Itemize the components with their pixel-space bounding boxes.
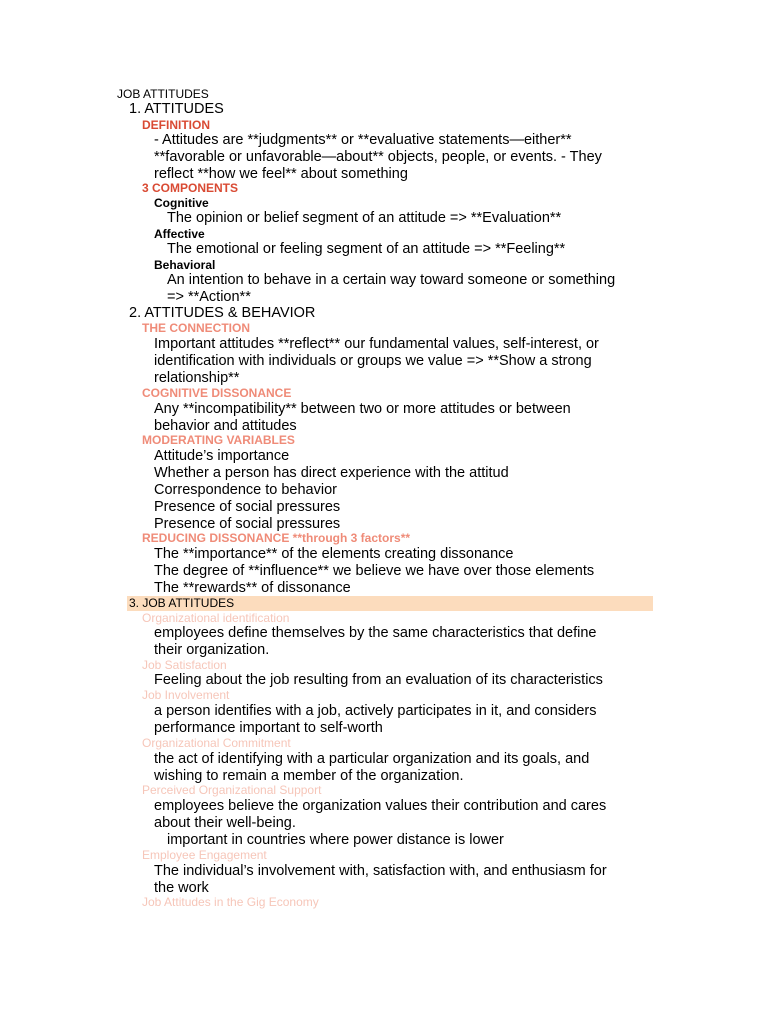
moderating-item: Correspondence to behavior [154, 482, 337, 498]
dissonance-line: behavior and attitudes [154, 418, 297, 434]
label-definition: DEFINITION [142, 118, 210, 132]
satisfaction-text: Feeling about the job resulting from an evaluation of its characteristics [154, 672, 603, 688]
label-reducing-dissonance: REDUCING DISSONANCE **through 3 factors** [142, 531, 411, 545]
label-perceived-organizational-support: Perceived Organizational Support [142, 783, 322, 797]
label-behavioral: Behavioral [154, 258, 216, 272]
involvement-line: performance important to self-worth [154, 720, 383, 736]
label-components: 3 COMPONENTS [142, 181, 239, 195]
definition-line: reflect **how we feel** about something [154, 166, 408, 182]
cognitive-text: The opinion or belief segment of an attitude => **Evaluation** [167, 210, 562, 226]
reducing-item: The **rewards** of dissonance [154, 580, 351, 596]
connection-line: Important attitudes **reflect** our fundamental values, self-interest, or [154, 336, 599, 352]
label-job-involvement: Job Involvement [142, 688, 230, 702]
support-note: important in countries where power distance is lower [167, 832, 504, 848]
reducing-item: The degree of **influence** we believe we have over those elements [154, 563, 595, 579]
label-cognitive: Cognitive [154, 196, 209, 210]
commitment-line: wishing to remain a member of the organization. [154, 768, 464, 784]
section-heading-attitudes: 1. ATTITUDES [129, 101, 224, 117]
label-gig-economy: Job Attitudes in the Gig Economy [142, 895, 319, 909]
reducing-item: The **importance** of the elements creating dissonance [154, 546, 514, 562]
engagement-line: the work [154, 880, 209, 896]
moderating-item: Presence of social pressures [154, 516, 341, 532]
connection-line: identification with individuals or groups we value => **Show a strong [154, 353, 592, 369]
label-organizational-identification: Organizational identification [142, 611, 290, 625]
org-id-line: their organization. [154, 642, 270, 658]
label-moderating-variables: MODERATING VARIABLES [142, 433, 295, 447]
moderating-item: Presence of social pressures [154, 499, 341, 515]
label-employee-engagement: Employee Engagement [142, 848, 267, 862]
moderating-item: Attitude’s importance [154, 448, 290, 464]
involvement-line: a person identifies with a job, actively participates in it, and considers [154, 703, 597, 719]
section-heading-job-attitudes: 3. JOB ATTITUDES [129, 596, 235, 610]
org-id-line: employees define themselves by the same characteristics that define [154, 625, 597, 641]
support-line: employees believe the organization values their contribution and cares [154, 798, 607, 814]
label-organizational-commitment: Organizational Commitment [142, 736, 291, 750]
definition-line: - Attitudes are **judgments** or **evaluative statements—either** [154, 132, 572, 148]
behavioral-line: An intention to behave in a certain way toward someone or something [167, 272, 616, 288]
definition-line: **favorable or unfavorable—about** objects, people, or events. - They [154, 149, 602, 165]
commitment-line: the act of identifying with a particular organization and its goals, and [154, 751, 590, 767]
support-line: about their well-being. [154, 815, 296, 831]
highlighted-row [127, 596, 653, 611]
label-connection: THE CONNECTION [142, 321, 250, 335]
engagement-line: The individual’s involvement with, satisfaction with, and enthusiasm for [154, 863, 607, 879]
affective-text: The emotional or feeling segment of an attitude => **Feeling** [167, 241, 566, 257]
document-title: JOB ATTITUDES [117, 87, 209, 101]
behavioral-line: => **Action** [167, 289, 251, 305]
connection-line: relationship** [154, 370, 240, 386]
section-heading-attitudes-behavior: 2. ATTITUDES & BEHAVIOR [129, 305, 316, 321]
label-job-satisfaction: Job Satisfaction [142, 658, 227, 672]
label-cognitive-dissonance: COGNITIVE DISSONANCE [142, 386, 292, 400]
moderating-item: Whether a person has direct experience with the attitud [154, 465, 509, 481]
label-affective: Affective [154, 227, 205, 241]
dissonance-line: Any **incompatibility** between two or more attitudes or between [154, 401, 571, 417]
